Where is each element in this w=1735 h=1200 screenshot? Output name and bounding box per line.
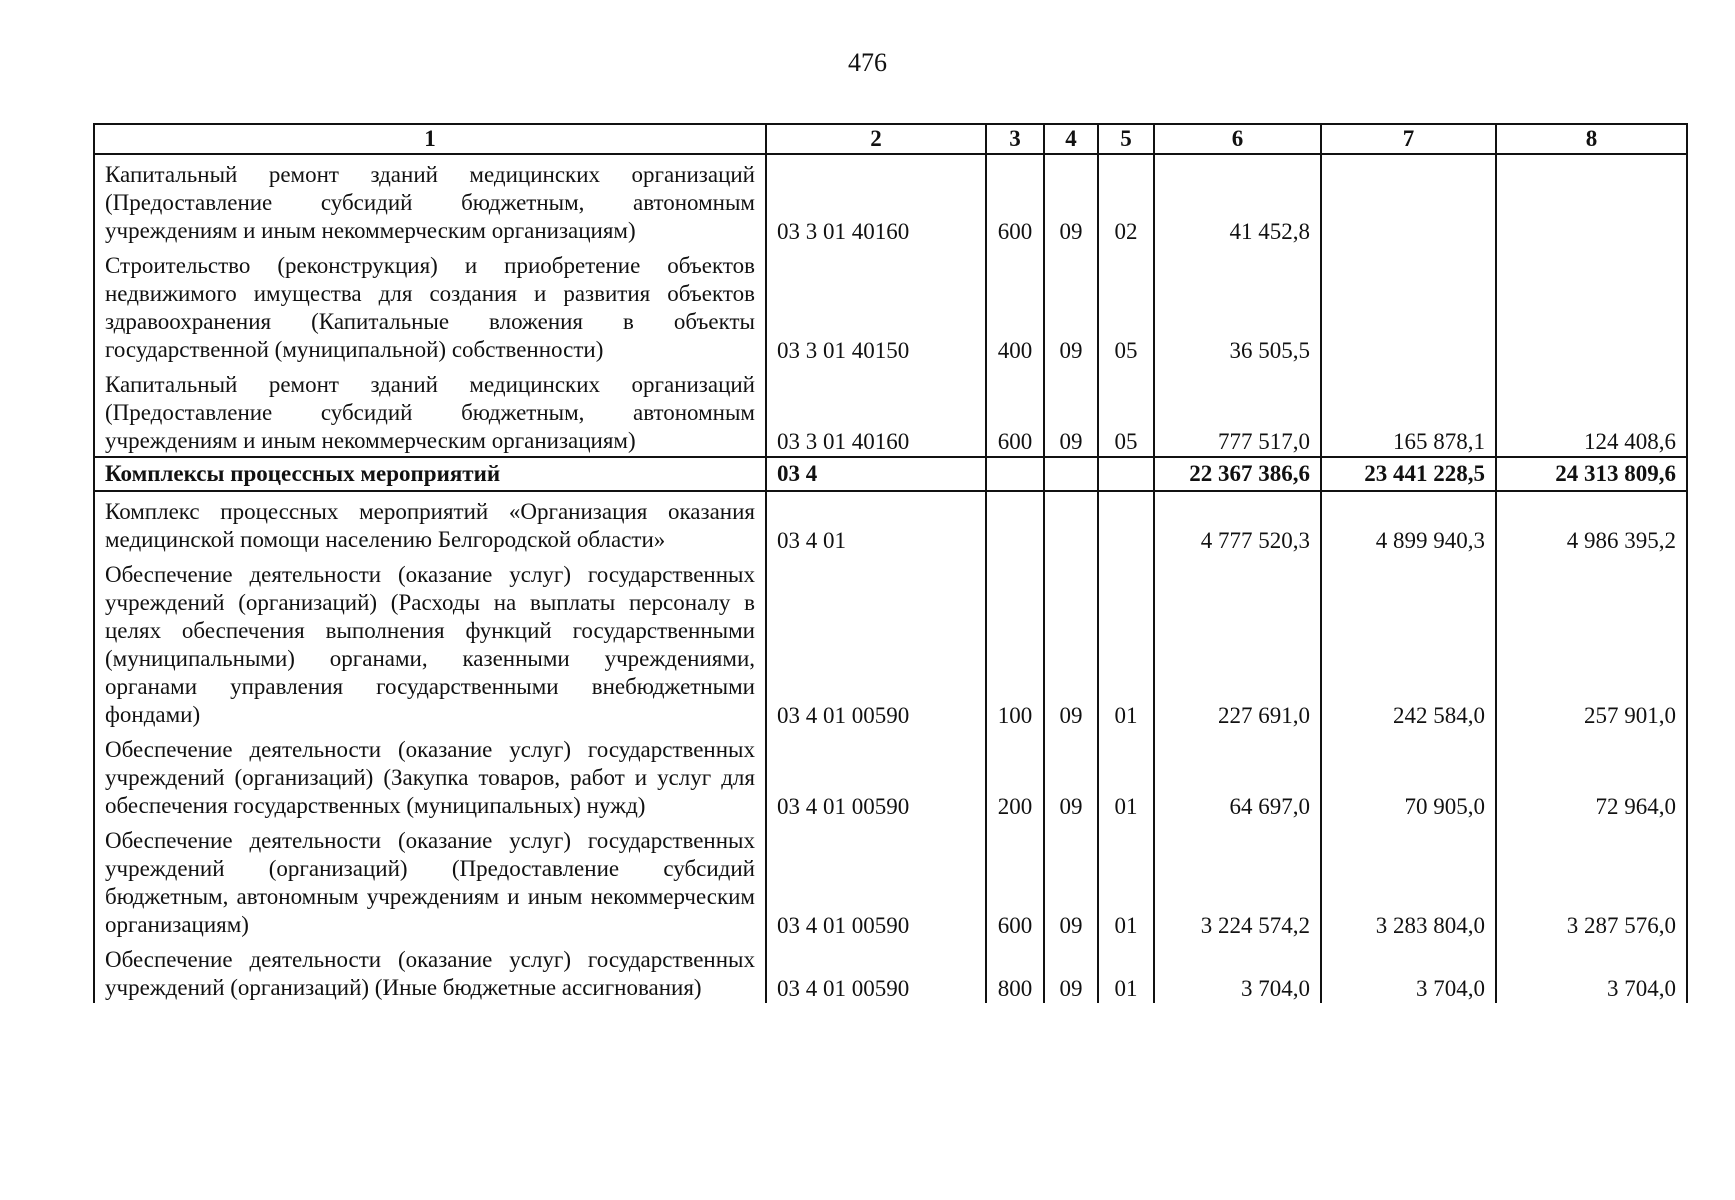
row-col-4: 09 <box>1044 940 1098 1003</box>
row-value-6: 3 224 574,2 <box>1154 821 1321 940</box>
row-col-4 <box>1044 491 1098 555</box>
row-code: 03 4 01 00590 <box>766 730 986 821</box>
header-row <box>94 124 1687 154</box>
row-value-8: 72 964,0 <box>1496 730 1687 821</box>
row-value-7: 70 905,0 <box>1321 730 1496 821</box>
row-col-5: 02 <box>1098 154 1154 246</box>
row-name: Строительство (реконструкция) и приобретение объектов недвижимого имущества для создания и развития объектов здравоохранения (Капитальные вложения в объекты государственной (муниципальной) собственности) <box>94 246 766 365</box>
header-col-7: 7 <box>1321 124 1496 154</box>
row-name: Комплекс процессных мероприятий «Организация оказания медицинской помощи населению Белгородской области» <box>94 491 766 555</box>
section-col-4 <box>1044 457 1098 491</box>
row-name: Обеспечение деятельности (оказание услуг) государственных учреждений (организаций) (Предоставление субсидий бюджетным, автономным учреждениям и иным некоммерческим организациям) <box>94 821 766 940</box>
header-col-2: 2 <box>766 124 986 154</box>
row-col-5: 05 <box>1098 365 1154 457</box>
row-col-3: 100 <box>986 555 1044 730</box>
section-value-8: 24 313 809,6 <box>1496 457 1687 491</box>
row-value-7: 4 899 940,3 <box>1321 491 1496 555</box>
row-col-3 <box>986 491 1044 555</box>
row-col-3: 600 <box>986 365 1044 457</box>
section-row <box>94 457 1687 491</box>
table-row <box>94 154 1687 246</box>
header-col-4: 4 <box>1044 124 1098 154</box>
table-row <box>94 730 1687 821</box>
row-value-6: 41 452,8 <box>1154 154 1321 246</box>
row-value-7: 242 584,0 <box>1321 555 1496 730</box>
row-value-8 <box>1496 154 1687 246</box>
row-code: 03 3 01 40160 <box>766 154 986 246</box>
row-col-3: 200 <box>986 730 1044 821</box>
row-name: Обеспечение деятельности (оказание услуг) государственных учреждений (организаций) (Закупка товаров, работ и услуг для обеспечения государственных (муниципальных) нужд) <box>94 730 766 821</box>
row-col-4: 09 <box>1044 555 1098 730</box>
section-col-5 <box>1098 457 1154 491</box>
row-value-7: 3 704,0 <box>1321 940 1496 1003</box>
row-value-7 <box>1321 154 1496 246</box>
row-value-8 <box>1496 246 1687 365</box>
row-col-3: 800 <box>986 940 1044 1003</box>
row-col-5: 01 <box>1098 555 1154 730</box>
row-code: 03 4 01 00590 <box>766 555 986 730</box>
row-code: 03 3 01 40150 <box>766 246 986 365</box>
row-value-7 <box>1321 246 1496 365</box>
header-col-5: 5 <box>1098 124 1154 154</box>
table-row <box>94 246 1687 365</box>
row-col-5 <box>1098 491 1154 555</box>
row-value-7: 165 878,1 <box>1321 365 1496 457</box>
row-name: Капитальный ремонт зданий медицинских организаций (Предоставление субсидий бюджетным, автономным учреждениям и иным некоммерческим организациям) <box>94 365 766 457</box>
row-value-6: 4 777 520,3 <box>1154 491 1321 555</box>
row-value-6: 36 505,5 <box>1154 246 1321 365</box>
row-value-8: 3 704,0 <box>1496 940 1687 1003</box>
header-col-3: 3 <box>986 124 1044 154</box>
row-value-8: 257 901,0 <box>1496 555 1687 730</box>
row-code: 03 3 01 40160 <box>766 365 986 457</box>
table-row <box>94 821 1687 940</box>
row-code: 03 4 01 00590 <box>766 821 986 940</box>
header-col-6: 6 <box>1154 124 1321 154</box>
header-col-1: 1 <box>94 124 766 154</box>
row-col-3: 400 <box>986 246 1044 365</box>
row-col-4: 09 <box>1044 821 1098 940</box>
row-col-5: 01 <box>1098 730 1154 821</box>
row-value-8: 124 408,6 <box>1496 365 1687 457</box>
row-col-3: 600 <box>986 821 1044 940</box>
page-number: 476 <box>848 48 887 77</box>
row-value-6: 64 697,0 <box>1154 730 1321 821</box>
table-row <box>94 940 1687 1003</box>
row-value-8: 3 287 576,0 <box>1496 821 1687 940</box>
row-value-6: 227 691,0 <box>1154 555 1321 730</box>
row-code: 03 4 01 <box>766 491 986 555</box>
section-value-6: 22 367 386,6 <box>1154 457 1321 491</box>
table-row <box>94 365 1687 457</box>
row-col-5: 01 <box>1098 821 1154 940</box>
table-row <box>94 555 1687 730</box>
row-col-5: 01 <box>1098 940 1154 1003</box>
section-name: Комплексы процессных мероприятий <box>94 457 766 491</box>
row-value-6: 3 704,0 <box>1154 940 1321 1003</box>
row-value-6: 777 517,0 <box>1154 365 1321 457</box>
section-code: 03 4 <box>766 457 986 491</box>
row-name: Капитальный ремонт зданий медицинских организаций (Предоставление субсидий бюджетным, автономным учреждениям и иным некоммерческим организациям) <box>94 154 766 246</box>
row-name: Обеспечение деятельности (оказание услуг) государственных учреждений (организаций) (Иные бюджетные ассигнования) <box>94 940 766 1003</box>
section-value-7: 23 441 228,5 <box>1321 457 1496 491</box>
row-col-4: 09 <box>1044 365 1098 457</box>
row-code: 03 4 01 00590 <box>766 940 986 1003</box>
row-value-7: 3 283 804,0 <box>1321 821 1496 940</box>
row-col-5: 05 <box>1098 246 1154 365</box>
header-col-8: 8 <box>1496 124 1687 154</box>
row-col-3: 600 <box>986 154 1044 246</box>
budget-table <box>93 123 1688 1003</box>
row-name: Обеспечение деятельности (оказание услуг) государственных учреждений (организаций) (Расходы на выплаты персоналу в целях обеспечения выполнения функций государственными (муниципальными) органами, казенными учреждениями, органами управления государственными внебюджетными фондами) <box>94 555 766 730</box>
row-col-4: 09 <box>1044 246 1098 365</box>
section-col-3 <box>986 457 1044 491</box>
table-row <box>94 491 1687 555</box>
row-col-4: 09 <box>1044 154 1098 246</box>
row-value-8: 4 986 395,2 <box>1496 491 1687 555</box>
row-col-4: 09 <box>1044 730 1098 821</box>
